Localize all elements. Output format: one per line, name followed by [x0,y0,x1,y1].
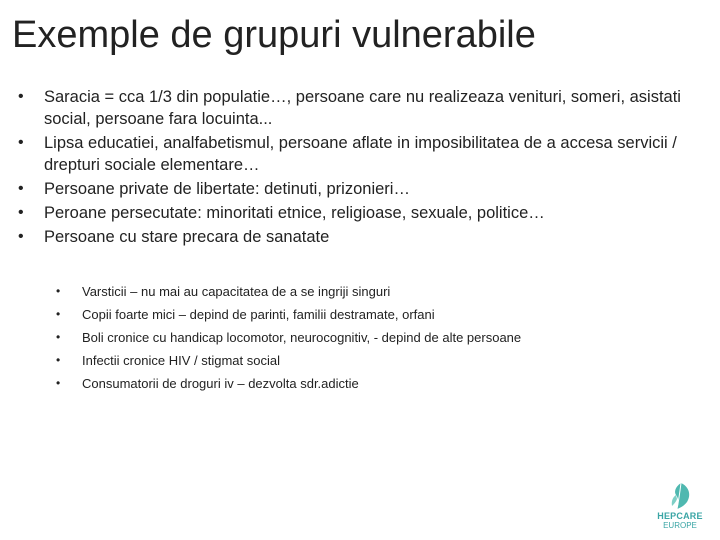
bullet-text: Persoane cu stare precara de sanatate [44,228,330,246]
sub-bullet-item [56,349,656,372]
bullet-dot: • [18,228,24,245]
sub-bullet-item [56,280,656,303]
hepcare-leaf-icon [668,482,694,510]
sub-bullet-dot: • [56,376,61,390]
sub-bullet-item [56,303,656,326]
logo-text-europe: EUROPE [663,521,697,530]
main-bullet-list [18,86,698,250]
sub-bullet-item [56,326,656,349]
bullet-item [18,226,698,248]
sub-bullet-item [56,372,656,395]
hepcare-europe-logo [650,482,710,532]
sub-bullet-dot: • [56,284,61,298]
sub-bullet-text: Infectii cronice HIV / stigmat social [82,353,280,368]
bullet-text: Peroane persecutate: minoritati etnice, religioase, sexuale, politice… [44,204,545,222]
bullet-item [18,132,698,176]
sub-bullet-text: Varsticii – nu mai au capacitatea de a se ingriji singuri [82,284,391,299]
bullet-item [18,86,698,130]
bullet-dot: • [18,204,24,221]
sub-bullet-dot: • [56,330,61,344]
logo-text-hepcare: HEPCARE [657,511,703,521]
bullet-text: Lipsa educatiei, analfabetismul, persoane aflate in imposibilitatea de a accesa servicii / drepturi sociale elementare… [44,134,677,174]
sub-bullet-text: Copii foarte mici – depind de parinti, familii destramate, orfani [82,307,435,322]
sub-bullet-text: Consumatorii de droguri iv – dezvolta sdr.adictie [82,376,359,391]
bullet-dot: • [18,134,24,151]
bullet-text: Persoane private de libertate: detinuti, prizonieri… [44,180,410,198]
bullet-item [18,202,698,224]
slide-title: Exemple de grupuri vulnerabile [12,14,536,56]
sub-bullet-text: Boli cronice cu handicap locomotor, neurocognitiv, - depind de alte persoane [82,330,522,345]
sub-bullet-list [56,280,656,395]
bullet-text: Saracia = cca 1/3 din populatie…, persoane care nu realizeaza venituri, someri, asistati social, persoane fara locuinta... [44,88,681,128]
sub-bullet-dot: • [56,353,61,367]
sub-bullet-dot: • [56,307,61,321]
bullet-item [18,178,698,200]
bullet-dot: • [18,180,24,197]
bullet-dot: • [18,88,24,105]
